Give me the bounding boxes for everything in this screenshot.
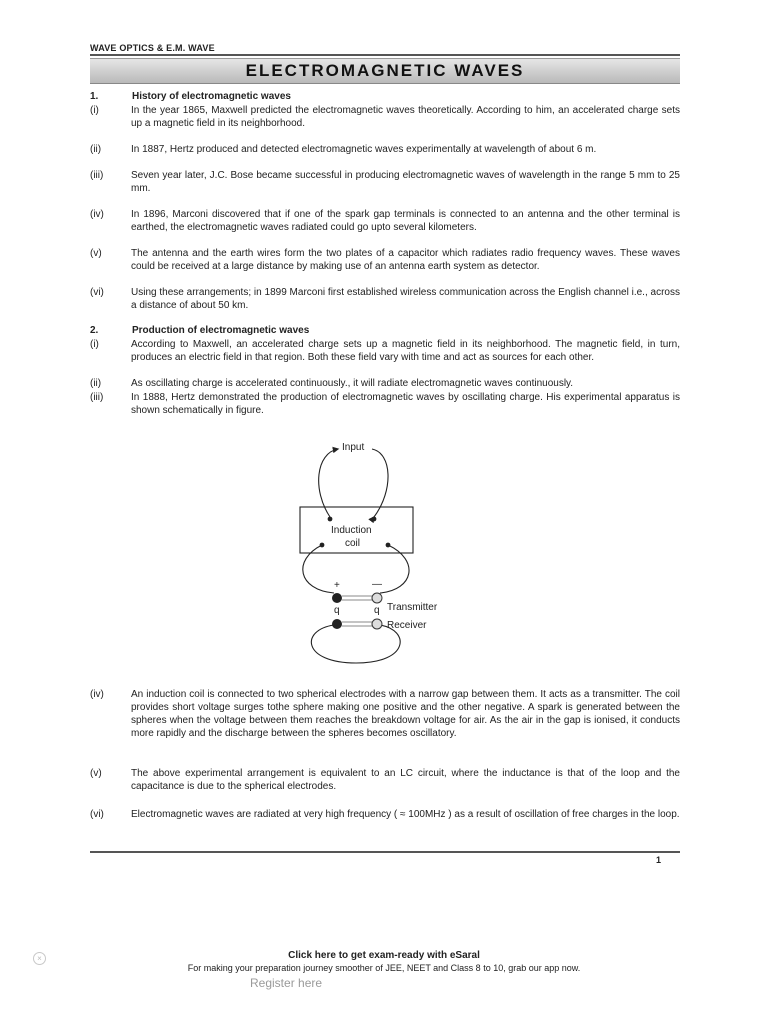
charge-label-right: q [374,605,380,616]
item-text: In 1887, Hertz produced and detected electromagnetic waves experimentally at wavelength of about 6 m. [131,144,597,155]
item-text: An induction coil is connected to two spherical electrodes with a narrow gap between them. It acts as a transmitter. The coil provides short voltage surges tothe sphere making one positive and the other negative. A spark is generated between the spheres when the voltage between them reaches the breakdown voltage for air. As the air in the gap is ionised, it conducts more rapidly and the discharge between the spheres becomes oscillatory. [131,689,680,739]
item-text: Seven year later, J.C. Bose became successful in producing electromagnetic waves of wavelength in the range 5 mm to 25 mm. [131,170,680,194]
item-number: (vi) [90,287,104,298]
item-text: Using these arrangements; in 1899 Marconi first established wireless communication across the English channel i.e., across a distance of about 50 km. [131,287,680,311]
loop-right [380,545,409,593]
item-text: In 1896, Marconi discovered that if one of the spark gap terminals is connected to an antenna and the other terminal is earthed, the electromagnetic waves radiated could go upto several kilometers. [131,209,680,233]
item-number: (i) [90,105,99,116]
list-item [90,767,680,793]
list-item [90,247,680,273]
minus-sign: — [372,579,382,590]
item-text: The above experimental arrangement is equivalent to an LC circuit, where the inductance is that of the loop and the capacitance is due to the spherical electrodes. [131,768,680,792]
item-text: In 1888, Hertz demonstrated the production of electromagnetic waves by oscillating charge. His experimental apparatus is shown schematically in figure. [131,392,680,416]
app-promo-subtext: For making your preparation journey smoother of JEE, NEET and Class 8 to 10, grab our app now. [187,963,581,973]
header-label: WAVE OPTICS & E.M. WAVE [90,43,215,53]
coil-label-2: coil [345,538,361,549]
section-title: History of electromagnetic waves [132,91,291,102]
item-number: (v) [90,248,102,259]
footer-rule [90,851,680,853]
receiver-electrode-left [332,619,342,629]
hertz-apparatus-diagram [290,435,470,675]
loop-left [303,545,334,593]
list-item [90,808,680,821]
section-number: 1. [90,91,99,102]
item-text: The antenna and the earth wires form the two plates of a capacitor which radiates radio frequency waves. These waves could be received at a large distance by making use of an antenna earth system as detector. [131,248,680,272]
transmitter-label: Transmitter [387,602,438,613]
list-item [90,208,680,234]
terminal-dot [328,517,333,522]
input-label: Input [342,442,365,453]
close-icon[interactable]: × [33,952,46,965]
item-number: (ii) [90,378,102,389]
list-item [90,286,680,312]
page-number: 1 [656,855,662,865]
item-number: (v) [90,768,102,779]
receiver-electrode-right [372,619,382,629]
section-title: Production of electromagnetic waves [132,325,310,336]
charge-label-left: q [334,605,340,616]
item-text: As oscillating charge is accelerated continuously., it will radiate electromagnetic waves continuously. [131,378,574,389]
coil-label-1: Induction [331,525,372,536]
item-text: In the year 1865, Maxwell predicted the electromagnetic waves theoretically. According to him, an accelerated charge sets up a magnetic field in its neighborhood. [131,105,680,129]
list-item [90,391,680,417]
title-bar [90,58,680,84]
register-link[interactable]: Register here [250,976,323,990]
item-number: (vi) [90,809,104,820]
item-number: (ii) [90,144,102,155]
item-text: Electromagnetic waves are radiated at very high frequency ( ≈ 100MHz ) as a result of oscillation of free charges in the loop. [131,809,680,820]
list-item [90,688,680,740]
section-number: 2. [90,325,99,336]
item-text: According to Maxwell, an accelerated charge sets up a magnetic field in its neighborhood. The magnetic field, in turn, produces an electric field in that region. Both these field vary with time and act as sources for each other. [131,339,680,363]
item-number: (i) [90,339,99,350]
item-number: (iv) [90,689,104,700]
header-rule [90,54,680,56]
terminal-dot [372,517,377,522]
item-number: (iv) [90,209,104,220]
terminal-dot [386,543,391,548]
page-title: ELECTROMAGNETIC WAVES [245,61,525,80]
app-promo-link[interactable]: Click here to get exam-ready with eSaral [288,950,480,961]
terminal-dot [320,543,325,548]
positive-electrode [332,593,342,603]
item-number: (iii) [90,170,104,181]
list-item [90,169,680,195]
negative-electrode [372,593,382,603]
list-item [90,143,680,156]
receiver-label: Receiver [387,620,427,631]
list-item [90,377,680,390]
list-item [90,104,680,130]
plus-sign: + [334,580,340,591]
item-number: (iii) [90,392,104,403]
list-item [90,338,680,364]
